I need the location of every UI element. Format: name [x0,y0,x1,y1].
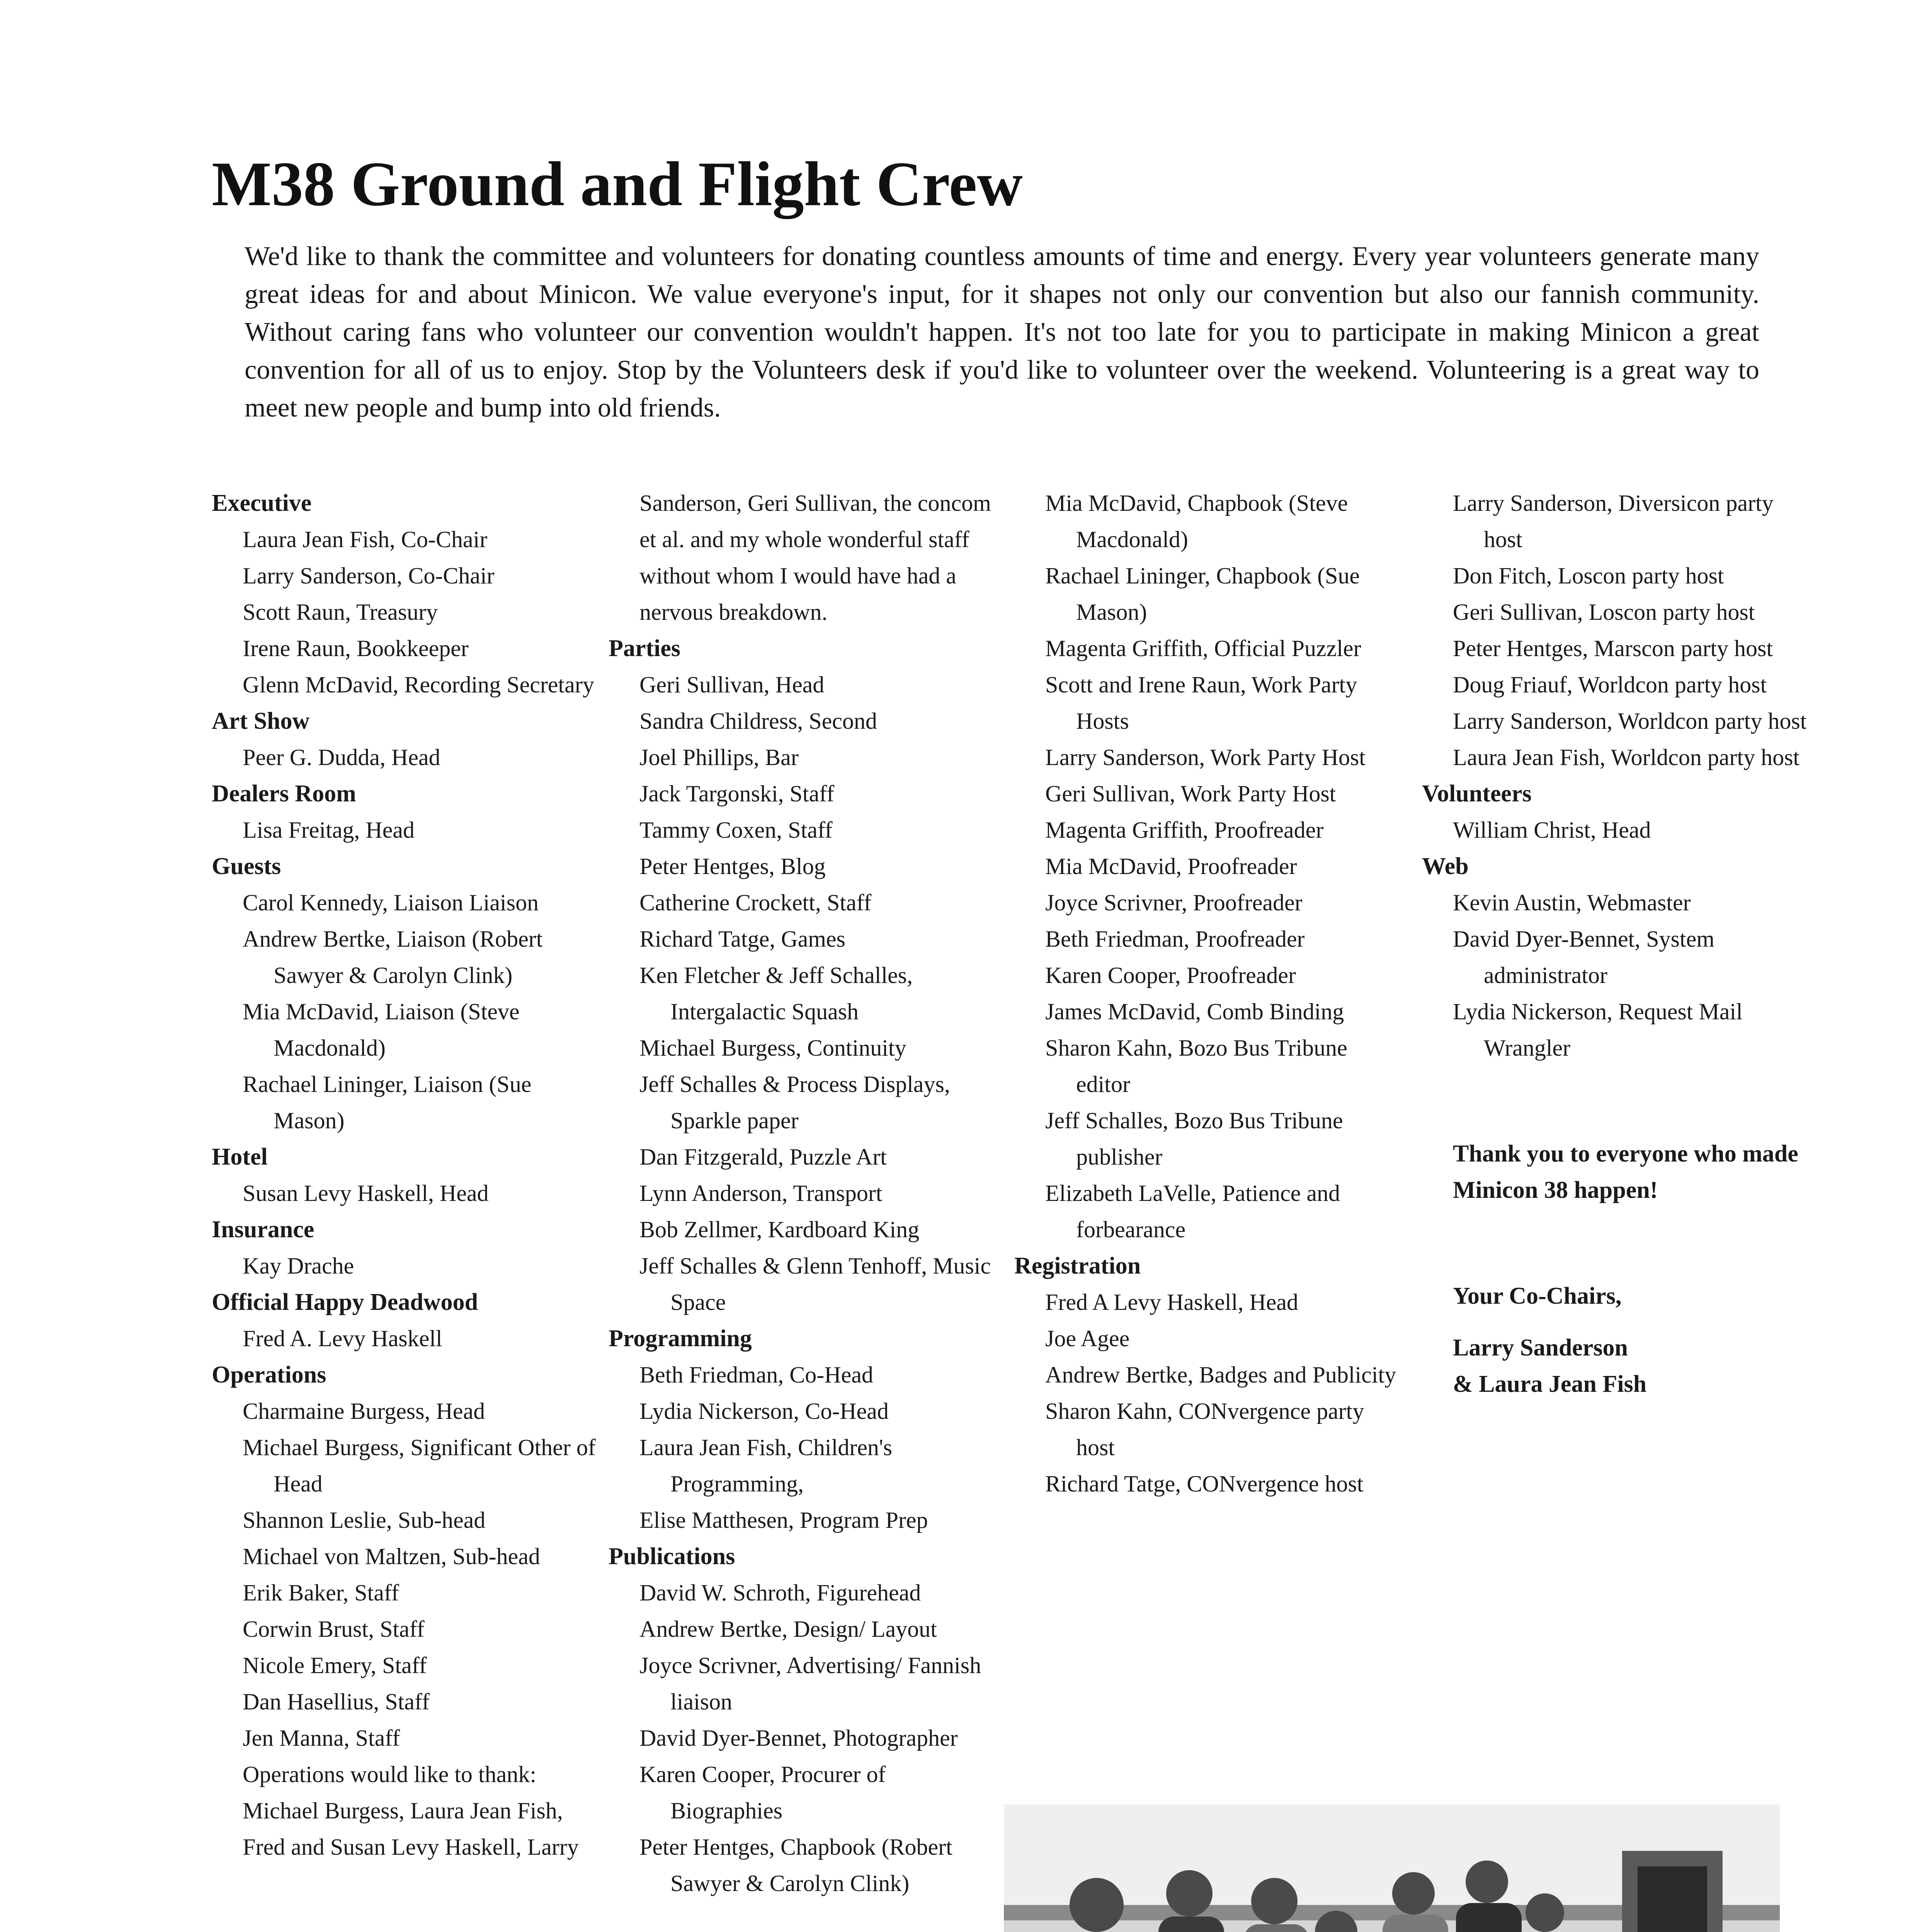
credit-entry: Larry Sanderson, Diversicon party host [1453,490,1774,552]
thanks-message: Thank you to everyone who made Minicon 38 happen! [1453,1141,1798,1203]
section-heading: Dealers Room [212,781,356,807]
credit-entry: Jeff Schalles & Process Displays, Sparkle paper [639,1071,950,1133]
credit-entry: Rachael Lininger, Liaison (Sue Mason) [243,1071,532,1133]
credit-entry: Sharon Kahn, Bozo Bus Tribune editor [1045,1035,1347,1097]
credit-entry: David Dyer-Bennet, Photographer [639,1725,958,1751]
section-heading: Parties [609,635,680,662]
credit-entry: Tammy Coxen, Staff [639,817,833,843]
credit-entry: Beth Friedman, Co-Head [639,1362,873,1388]
section-heading: Hotel [212,1144,268,1170]
credits-column-3 [1014,485,1401,1502]
cochair-name-2: & Laura Jean Fish [1453,1371,1647,1397]
credits-list [1422,485,1808,1066]
credit-entry: Larry Sanderson, Co-Chair [243,563,495,588]
credit-entry: Andrew Bertke, Design/ Layout [639,1616,937,1642]
credits-column-2 [609,485,995,1901]
credit-entry: Andrew Bertke, Badges and Publicity [1045,1362,1396,1388]
credit-entry: Rachael Lininger, Chapbook (Sue Mason) [1045,563,1360,625]
section-heading: Volunteers [1422,781,1532,807]
credit-entry: Kay Drache [243,1253,354,1279]
credit-entry: Mia McDavid, Liaison (Steve Macdonald) [243,999,520,1061]
credit-entry: Karen Cooper, Proofreader [1045,963,1296,988]
credit-entry: Michael von Maltzen, Sub-head [243,1544,540,1569]
credit-entry: David W. Schroth, Figurehead [639,1580,921,1605]
credit-entry: Glenn McDavid, Recording Secretary [243,672,594,697]
section-heading: Guests [212,853,281,879]
credit-entry: Nicole Emery, Staff [243,1653,427,1678]
section-heading: Art Show [212,708,310,734]
signature-block [1453,1278,1808,1402]
section-heading: Web [1422,853,1469,879]
credit-entry: Lynn Anderson, Transport [639,1180,883,1206]
credit-entry: Laura Jean Fish, Children's Programming, [639,1435,893,1497]
credit-entry: Catherine Crockett, Staff [639,890,872,915]
credit-entry: Michael Burgess, Continuity [639,1035,906,1061]
credit-entry: Joyce Scrivner, Proofreader [1045,890,1303,915]
credit-entry: Corwin Brust, Staff [243,1616,425,1642]
credits-column-1 [212,485,598,1865]
credit-entry: Peter Hentges, Blog [639,854,826,879]
credit-entry: Geri Sullivan, Loscon party host [1453,599,1755,625]
credit-entry: Charmaine Burgess, Head [243,1398,485,1424]
credit-entry: Sharon Kahn, CONvergence party host [1045,1398,1364,1460]
credit-entry: Fred A Levy Haskell, Head [1045,1289,1298,1315]
credit-entry: James McDavid, Comb Binding [1045,999,1344,1024]
credit-entry: Carol Kennedy, Liaison Liaison [243,890,539,915]
credit-entry: Beth Friedman, Proofreader [1045,926,1305,952]
section-heading: Executive [212,490,312,516]
credit-entry: Karen Cooper, Procurer of Biographies [639,1762,886,1823]
credit-entry: Laura Jean Fish, Worldcon party host [1453,745,1800,770]
credit-entry: Kevin Austin, Webmaster [1453,890,1691,915]
section-heading: Operations [212,1362,327,1388]
page-title: M38 Ground and Flight Crew [212,149,1023,219]
credit-entry: Don Fitch, Loscon party host [1453,563,1724,588]
credit-entry: Laura Jean Fish, Co-Chair [243,527,488,552]
credit-entry: Magenta Griffith, Proofreader [1045,817,1324,843]
section-heading: Registration [1014,1253,1141,1279]
credit-entry: Susan Levy Haskell, Head [243,1180,489,1206]
credit-entry: Dan Hasellius, Staff [243,1689,430,1714]
credit-entry: Geri Sullivan, Head [639,672,825,697]
credit-entry: William Christ, Head [1453,817,1651,843]
credit-entry: Lisa Freitag, Head [243,817,415,843]
closing-salutation: Your Co-Chairs, [1453,1283,1622,1309]
section-heading: Programming [609,1325,752,1352]
credit-entry: Mia McDavid, Proofreader [1045,854,1297,879]
credit-entry: Erik Baker, Staff [243,1580,399,1605]
credit-entry: Elise Matthesen, Program Prep [639,1507,928,1533]
credit-entry: Jack Targonski, Staff [639,781,835,806]
credit-entry: Joel Phillips, Bar [639,745,799,770]
credit-entry: Irene Raun, Bookkeeper [243,636,469,661]
credit-entry: Jeff Schalles & Glenn Tenhoff, Music Space [639,1253,991,1315]
credit-entry: Larry Sanderson, Work Party Host [1045,745,1366,770]
credit-entry: Dan Fitzgerald, Puzzle Art [639,1144,887,1170]
thanks-block [1422,1136,1808,1402]
credit-entry: Fred A. Levy Haskell [243,1326,442,1351]
credit-entry: Peter Hentges, Marscon party host [1453,636,1773,661]
credit-entry: Lydia Nickerson, Request Mail Wrangler [1453,999,1743,1061]
credit-entry: Joyce Scrivner, Advertising/ Fannish liaison [639,1653,981,1714]
credit-entry: Richard Tatge, CONvergence host [1045,1471,1364,1497]
credit-entry: Peter Hentges, Chapbook (Robert Sawyer & Carolyn Clink) [639,1834,952,1896]
credit-entry: Lydia Nickerson, Co-Head [639,1398,889,1424]
credit-entry: David Dyer-Bennet, System administrator [1453,926,1714,988]
credit-note: Sanderson, Geri Sullivan, the concom et al. and my whole wonderful staff without whom I would have had a nervous breakdown. [639,490,991,625]
cochair-name-1: Larry Sanderson [1453,1335,1628,1361]
credits-column-4 [1422,485,1808,1402]
credit-entry: Richard Tatge, Games [639,926,845,952]
credit-entry: Sandra Childress, Second [639,708,877,734]
credit-entry: Mia McDavid, Chapbook (Steve Macdonald) [1045,490,1348,552]
intro-paragraph: We'd like to thank the committee and volunteers for donating countless amounts of time and energy. Every year volunteers generate many great ideas for and about Minicon. We value everyone's input, for it shapes not only our convention but also our fannish community. Without caring fans who volunteer our convention wouldn't happen. It's not too late for you to participate in making Minicon a great convention for all of us to enjoy. Stop by the Volunteers desk if you'd like to volunteer over the weekend. Volunteering is a great way to meet new people and bump into old friends. [245,242,1759,423]
credit-entry: Doug Friauf, Worldcon party host [1453,672,1767,697]
credit-entry: Elizabeth LaVelle, Patience and forbearance [1045,1180,1340,1242]
credit-entry: Joe Agee [1045,1326,1130,1351]
credit-entry: Ken Fletcher & Jeff Schalles, Intergalactic Squash [639,963,913,1024]
section-heading: Official Happy Deadwood [212,1289,478,1315]
credit-entry: Scott and Irene Raun, Work Party Hosts [1045,672,1357,734]
credit-entry: Michael Burgess, Significant Other of Head [243,1435,596,1497]
credit-entry: Bob Zellmer, Kardboard King [639,1217,920,1242]
credit-entry: Scott Raun, Treasury [243,599,438,625]
group-photo-image [1004,1804,1780,1932]
credit-entry: Jen Manna, Staff [243,1725,400,1751]
group-photo [1004,1804,1780,1932]
credit-entry: Geri Sullivan, Work Party Host [1045,781,1336,806]
credit-entry: Shannon Leslie, Sub-head [243,1507,486,1533]
section-heading: Publications [609,1543,735,1570]
credit-entry: Larry Sanderson, Worldcon party host [1453,708,1807,734]
credit-entry: Jeff Schalles, Bozo Bus Tribune publisher [1045,1108,1343,1170]
credit-note: Operations would like to thank: Michael Burgess, Laura Jean Fish, Fred and Susan Levy Haskell, Larry [243,1762,579,1860]
credit-entry: Peer G. Dudda, Head [243,745,440,770]
section-heading: Insurance [212,1216,315,1243]
credit-entry: Andrew Bertke, Liaison (Robert Sawyer & Carolyn Clink) [243,926,543,988]
credit-entry: Magenta Griffith, Official Puzzler [1045,636,1361,661]
